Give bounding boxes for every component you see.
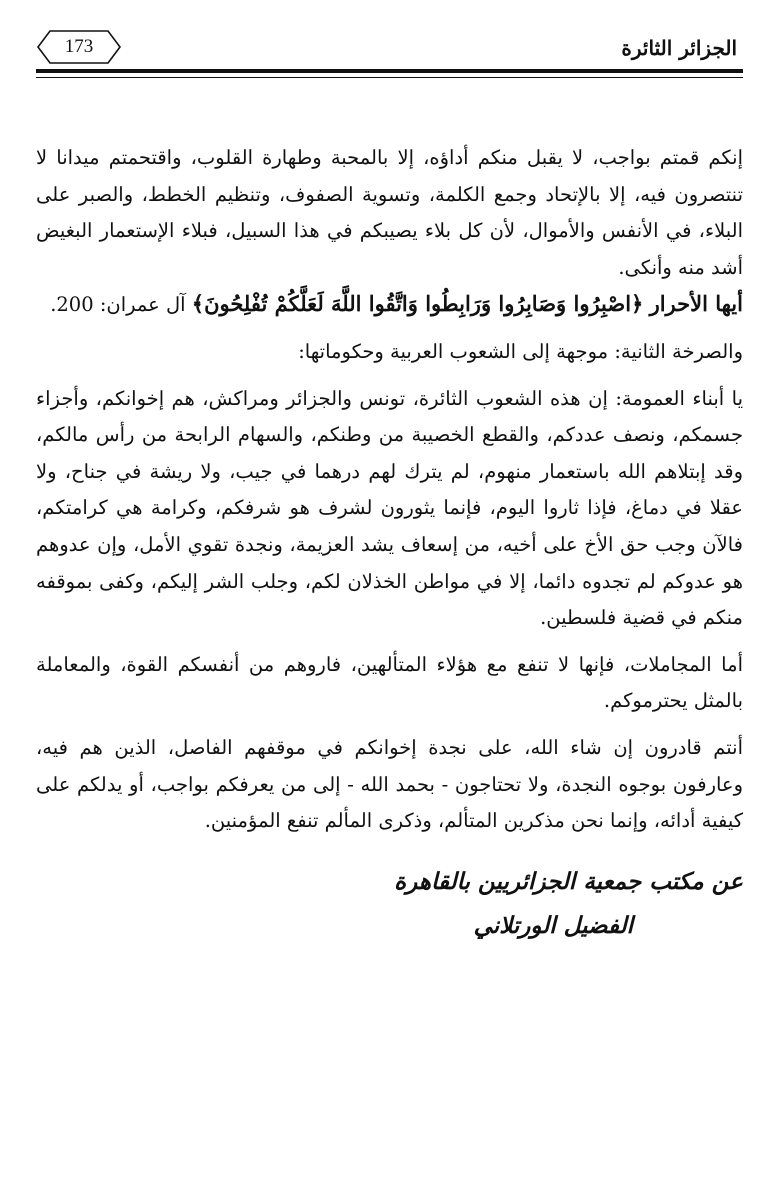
paragraph-1: إنكم قمتم بواجب، لا يقبل منكم أداؤه، إلا بالمحبة وطهارة القلوب، واقتحمتم ميدانا لا تنتصرون فيه، إلا بالإتحاد وجمع الكلمة، وتسوية الصفوف، وتنظيم الخطط، والصبر على البلاء، في الأنفس والأموال، لأن كل بلاء يصيبكم في هذا السبيل، فبلاء الإستعمار البغيض أشد منه وأنكى. — [36, 146, 743, 279]
header-rule-thin — [36, 77, 743, 78]
quran-verse: ﴿اصْبِرُوا وَصَابِرُوا وَرَابِطُوا وَاتَّقُوا اللَّهَ لَعَلَّكُمْ تُفْلِحُونَ﴾ — [191, 291, 644, 317]
header-rule-thick — [36, 69, 743, 73]
paragraph-6: أنتم قادرون إن شاء الله، على نجدة إخوانكم في موقفهم الفاصل، الذين هم فيه، وعارفون بوجوه النجدة، ولا تحتاجون - بحمد الله - إلى من يعرفكم بواجب، أو يدلكم على كيفية أدائه، وإنما نحن مذكرين المتألم، وذكرى المألم تنفع المؤمنين. — [36, 735, 743, 833]
body-text — [36, 140, 743, 948]
paragraph-2 — [36, 286, 743, 324]
page-number-badge — [36, 28, 122, 66]
paragraph-5: أما المجاملات، فإنها لا تنفع مع هؤلاء المتألهين، فاروهم من أنفسكم القوة، والمعاملة بالمثل يحترموكم. — [36, 652, 743, 713]
signature-name: الفضيل الورتلاني — [473, 911, 633, 939]
verse-reference: آل عمران: 200. — [50, 293, 186, 317]
paragraph-3: والصرخة الثانية: موجهة إلى الشعوب العربية وحكوماتها: — [298, 339, 743, 363]
page-number: 173 — [64, 36, 94, 57]
paragraph-2-lead: أيها الأحرار — [649, 291, 743, 317]
running-title: الجزائر الثائرة — [621, 36, 737, 60]
signature-office: عن مكتب جمعية الجزائريين بالقاهرة — [394, 867, 743, 895]
paragraph-4: يا أبناء العمومة: إن هذه الشعوب الثائرة، تونس والجزائر ومراكش، هم إخوانكم، وأجزاء جسمكم، ونصف عددكم، والقطع الخصيبة من وطنكم، والسهام الرابحة من رأس مالكم، وقد إبتلاهم الله باستعمار منهوم، لم يترك لهم درهما في جيب، ولا ريشة في جناح، ولا عقلا في دماغ، فإذا ثاروا اليوم، فإنما يثورون لشرف هو شرفكم، وكرامة هي كرامتكم، فالآن وجب حق الأخ على أخيه، من إسعاف يشد العزيمة، ونجدة تقوي الأمل، وإن عدوهم هو عدوكم لم تجدوه دائما، إلا في مواطن الخذلان لكم، وجلب الشر إليكم، وكفى بموقفه منكم في قضية فلسطين. — [36, 386, 744, 630]
